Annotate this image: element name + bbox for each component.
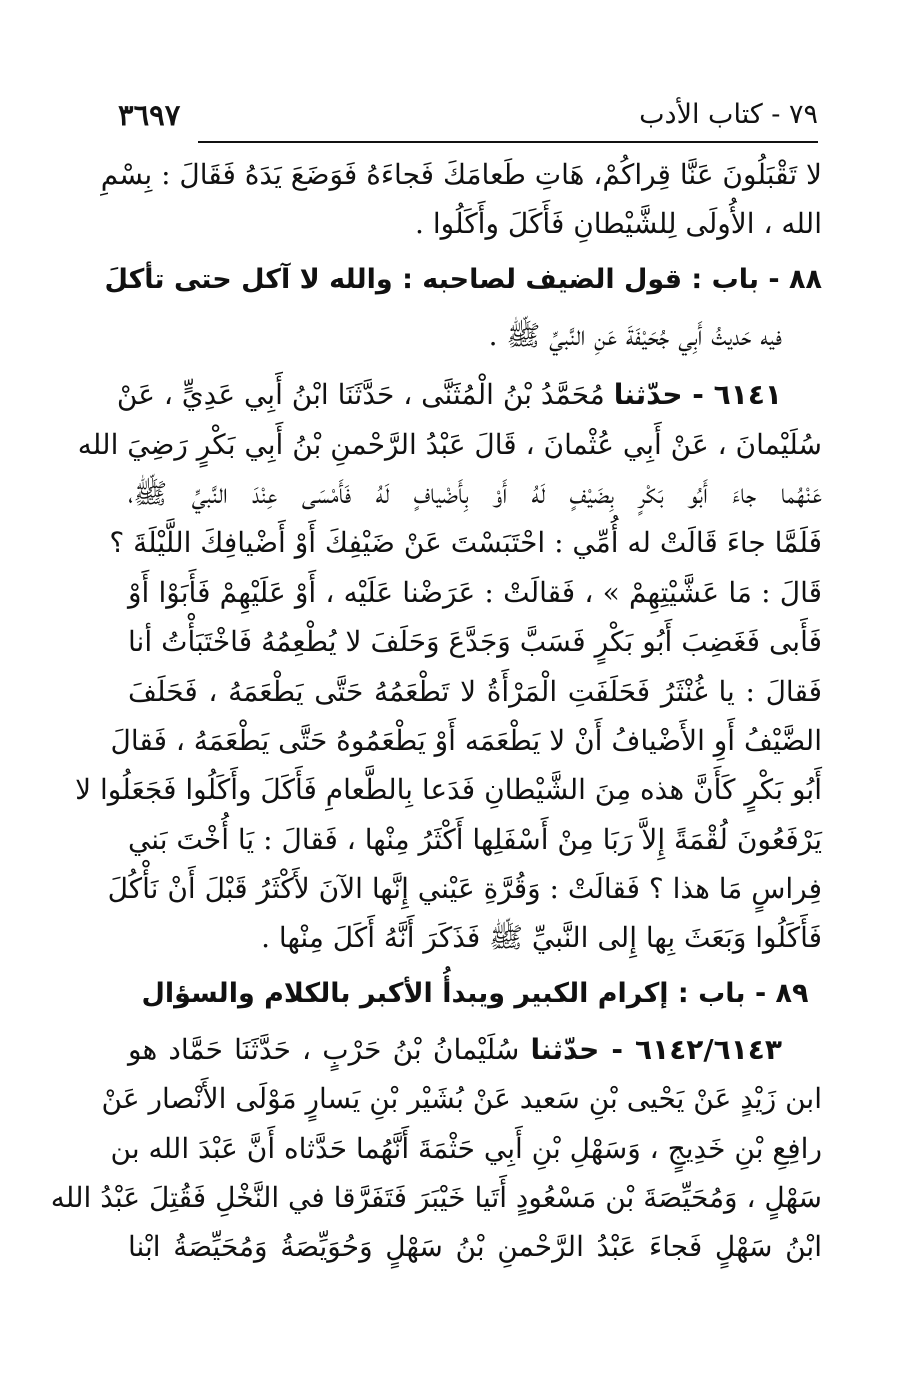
text-line: أَبُو بَكْرٍ كَأَنَّ هذه مِنَ الشَّيْطانِ فَدَعا بِالطَّعامِ فَأَكَلَ وأَكَلُوا فَجَعَلُوا لا [75, 773, 822, 807]
text-segment: مُحَمَّدُ بْنُ الْمُثَنَّى ، حَدَّثَنَا ابْنُ أَبِي عَدِيٍّ ، عَنْ [116, 378, 605, 412]
header-rule [198, 141, 818, 143]
chapter-title: ٧٩ - كتاب الأدب [639, 99, 818, 130]
chapter-heading-88: ٨٨ - باب : قول الضيف لصاحبه : والله لا آكل حتى تأكلَ [104, 263, 822, 295]
text-line: رافِعِ بْنِ خَدِيجٍ ، وَسَهْلِ بْنِ أَبِي حَثْمَةَ أَنَّهُما حَدَّثاه أَنَّ عَبْدَ الله بن [110, 1131, 822, 1165]
page-body [50, 150, 822, 1272]
text-line: سُلَيْمانَ ، عَنْ أَبِي عُثْمانَ ، قَالَ عَبْدُ الرَّحْمنِ بْنُ أَبِي بَكْرٍ رَضِيَ الله [77, 427, 822, 461]
hadith-6142-first-line [128, 1025, 822, 1074]
hadith-number: ٦١٤١ - حدّثنا [613, 378, 782, 412]
text-line: لا تَقْبَلُونَ عَنَّا قِراكُمْ، هَاتِ طَعامَكَ فَجاءَهُ فَوَضَعَ يَدَهُ فَقَالَ : بِسْمِ [100, 158, 822, 191]
text-line: فَقالَ : يا غُنْثَرُ فَحَلَفَتِ الْمَرْأَةُ لا تَطْعَمُهُ حَتَّى يَطْعَمَهُ ، فَحَلَفَ [128, 674, 822, 708]
text-line: سَهْلٍ ، وَمُحَيِّصَةَ بْن مَسْعُودٍ أَتَيا خَيْبَرَ فَتَفَرَّقا في النَّخْلِ فَقُتِلَ عَبْدُ الله [50, 1181, 822, 1215]
text-line: فَأَبى فَغَضِبَ أَبُو بَكْرٍ فَسَبَّ وَجَدَّعَ وَحَلَفَ لا يُطْعِمُهُ فَاخْتَبَأْتُ أنا [128, 625, 822, 659]
text-line: فيه حَديثُ أَبِي جُحَيْفَةَ عَنِ النَّبيِّ ﷺ . [488, 318, 782, 352]
page-number: ٣٦٩٧ [118, 98, 181, 132]
text-line: فِراسٍ مَا هذا ؟ فَقالَتْ : وَقُرَّةِ عَيْني إِنَّها الآنَ لأَكْثَرُ قَبْلَ أَنْ نَأْكُلَ [107, 872, 822, 906]
text-line: ابن زَيْدٍ عَنْ يَحْيى بْنِ سَعيد عَنْ بُشَيْر بْنِ يَسارٍ مَوْلَى الأَنْصار عَنْ [101, 1082, 822, 1116]
chapter-heading-89: ٨٩ - باب : إكرام الكبير ويبدأُ الأكبر بالكلام والسؤال [141, 977, 809, 1009]
text-line: فَلَمَّا جاءَ قَالَتْ له أُمِّي : احْتَبَسْتَ عَنْ ضَيْفِكَ أَوْ أَضْيافِكَ اللَّيْلَةَ ؟ [109, 526, 822, 560]
text-line: الضَّيْفُ أَوِ الأَضْيافُ أَنْ لا يَطْعَمَه أَوْ يَطْعَمُوهُ حَتَّى يَطْعَمَهُ ، فَقالَ [110, 723, 822, 757]
text-line: يَرْفَعُونَ لُقْمَةً إِلاَّ رَبَا مِنْ أَسْفَلِها أَكْثَرُ مِنْها ، فَقالَ : يَا أُخْتَ بَني [127, 822, 822, 856]
page-header [118, 96, 818, 134]
text-line: ابْنُ سَهْلٍ فَجاءَ عَبْدُ الرَّحْمنِ بْنُ سَهْلٍ وَحُوَيِّصَةُ وَمُحَيِّصَةُ ابْنا [128, 1230, 822, 1264]
hadith-6141-first-line [116, 370, 822, 419]
text-segment: سُلَيْمانُ بْنُ حَرْبٍ ، حَدَّثَنَا حَمَّاد هو [128, 1032, 520, 1066]
text-line: الله ، الأُولَى لِلشَّيْطانِ فَأَكَلَ وأَكَلُوا . [415, 207, 822, 241]
hadith-number: ٦١٤٢/٦١٤٣ - حدّثنا [530, 1032, 782, 1066]
text-line: فَأَكَلُوا وَبَعَثَ بِها إِلى النَّبيِّ ﷺ فَذَكَرَ أَنَّهُ أَكَلَ مِنْها . [261, 921, 822, 955]
text-line: قَالَ : مَا عَشَّيْتِهِمْ » ، فَقالَتْ : عَرَضْنا عَلَيْه ، أَوْ عَلَيْهِمْ فَأَبَوْا أَوْ [128, 575, 822, 609]
text-line: عَنْهُما جاءَ أَبُو بَكْرٍ بِضَيْفٍ لَهُ أَوْ بِأَضْيافٍ لَهُ فَأَمْسَى عِنْدَ النَّبيِّ ﷺ، [128, 476, 822, 510]
